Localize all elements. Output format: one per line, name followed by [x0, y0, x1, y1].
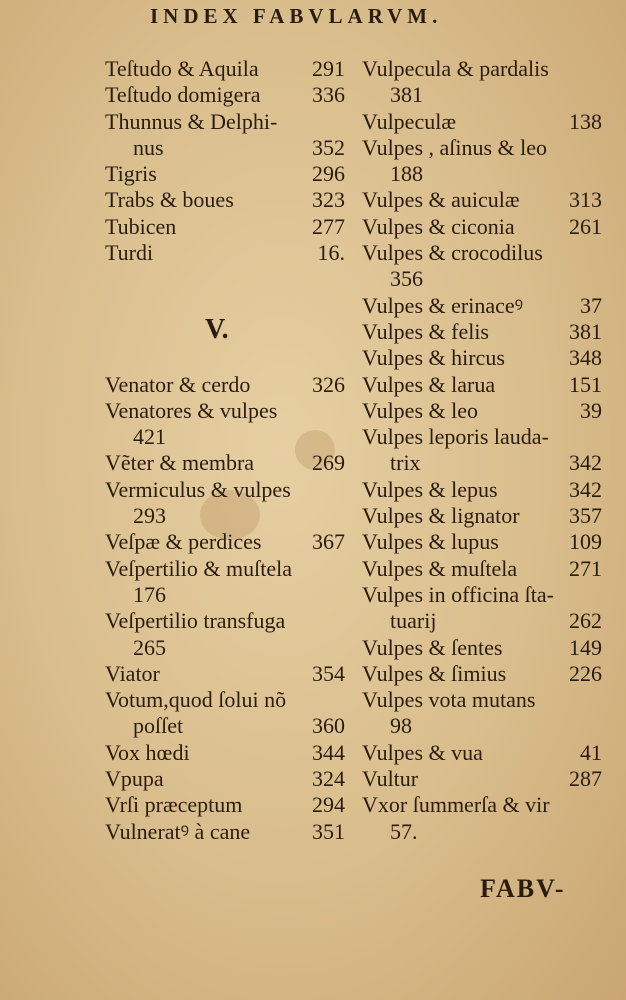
- entry-title: Vulpes & larua: [362, 371, 496, 397]
- entry-title: Vulpes & leo: [362, 397, 478, 423]
- index-entry: [362, 345, 602, 371]
- entry-title: Vultur: [362, 766, 419, 792]
- entry-title: Venator & cerdo: [105, 371, 251, 397]
- index-entry: [362, 819, 602, 845]
- index-entry: [362, 661, 602, 687]
- index-entry: [362, 477, 602, 503]
- entry-page-number: 296: [312, 161, 345, 187]
- entry-page-number: 37: [580, 292, 602, 318]
- index-entry: [362, 240, 602, 266]
- entry-page-number: 367: [312, 529, 345, 555]
- entry-title: Vulneratꝰ à cane: [105, 818, 251, 844]
- index-entry: [362, 161, 602, 187]
- index-entry: [362, 214, 602, 240]
- entry-title: Vulpes leporis lauda-: [362, 424, 549, 450]
- entry-title: Vrſi præceptum: [105, 792, 243, 818]
- index-entry: [105, 345, 345, 371]
- index-entry: [362, 608, 602, 634]
- entry-title: Vẽter & membra: [105, 450, 255, 476]
- entry-title: 176: [133, 581, 166, 607]
- index-entry: [105, 240, 345, 266]
- entry-title: Vulpes & ſimius: [362, 660, 507, 686]
- index-entry: [105, 819, 345, 845]
- entry-title: 356: [390, 266, 423, 292]
- entry-title: Vulpes & lepus: [362, 476, 498, 502]
- index-entry: [105, 56, 345, 82]
- entry-page-number: 138: [569, 108, 602, 134]
- entry-page-number: 277: [312, 213, 345, 239]
- entry-title: 188: [390, 161, 423, 187]
- index-entry: [105, 713, 345, 739]
- entry-title: Thunnus & Delphi-: [105, 108, 278, 134]
- index-entry: [105, 792, 345, 818]
- entry-title: Turdi: [105, 240, 154, 266]
- entry-page-number: 324: [312, 766, 345, 792]
- entry-title: Venatores & vulpes: [105, 397, 278, 423]
- index-entry: [105, 372, 345, 398]
- index-entry: [362, 582, 602, 608]
- index-entry: [362, 109, 602, 135]
- entry-page-number: 323: [312, 187, 345, 213]
- entry-title: nus: [133, 134, 164, 160]
- entry-title: 57.: [390, 818, 418, 844]
- entry-title: Vulpes & lignator: [362, 503, 520, 529]
- entry-title: Trabs & boues: [105, 187, 234, 213]
- entry-page-number: 342: [569, 476, 602, 502]
- entry-page-number: 313: [569, 187, 602, 213]
- entry-title: Vulpeculæ: [362, 108, 456, 134]
- index-entry: [362, 56, 602, 82]
- entry-title: Vulpecula & pardalis: [362, 56, 549, 81]
- entry-page-number: 269: [312, 450, 345, 476]
- entry-page-number: 357: [569, 503, 602, 529]
- entry-title: Vulpes & vua: [362, 739, 483, 765]
- index-column-left: [105, 56, 345, 845]
- entry-title: Veſpæ & perdices: [105, 529, 262, 555]
- entry-title: Teſtudo & Aquila: [105, 56, 259, 81]
- entry-title: 98: [390, 713, 412, 739]
- entry-title: Vulpes vota mutans: [362, 687, 536, 713]
- index-entry: [362, 450, 602, 476]
- entry-title: 381: [390, 82, 423, 108]
- entry-title: poſſet: [133, 713, 184, 739]
- entry-page-number: 352: [312, 134, 345, 160]
- entry-title: Vulpes & erinaceꝰ: [362, 292, 524, 318]
- entry-title: Votum,quod ſolui nõ: [105, 687, 287, 713]
- index-entry: [105, 766, 345, 792]
- entry-title: Viator: [105, 660, 160, 686]
- entry-title: Vulpes & felis: [362, 318, 489, 344]
- index-entry: [362, 82, 602, 108]
- index-entry: [105, 109, 345, 135]
- index-entry: [105, 214, 345, 240]
- index-column-right: [362, 56, 602, 845]
- entry-title: Vulpes & lupus: [362, 529, 499, 555]
- entry-title: tuarij: [390, 608, 437, 634]
- index-entry: [362, 293, 602, 319]
- entry-page-number: 344: [312, 739, 345, 765]
- entry-page-number: 360: [312, 713, 345, 739]
- index-entry: [105, 635, 345, 661]
- entry-page-number: 149: [569, 634, 602, 660]
- entry-page-number: 262: [569, 608, 602, 634]
- index-entry: [362, 713, 602, 739]
- entry-page-number: 261: [569, 213, 602, 239]
- entry-page-number: 39: [580, 397, 602, 423]
- index-entry: [362, 187, 602, 213]
- entry-title: 265: [133, 634, 166, 660]
- index-entry: [105, 82, 345, 108]
- entry-title: Vulpes & ciconia: [362, 213, 515, 239]
- index-entry: [105, 135, 345, 161]
- entry-page-number: 336: [312, 82, 345, 108]
- index-entry: [105, 687, 345, 713]
- running-head: INDEX FABVLARVM.: [150, 4, 443, 28]
- index-entry: [105, 582, 345, 608]
- index-entry: [362, 503, 602, 529]
- entry-title: Tubicen: [105, 213, 177, 239]
- entry-page-number: 226: [569, 660, 602, 686]
- entry-title: Vxor ſummerſa & vir: [362, 792, 550, 818]
- entry-title: Vulpes in officina ſta-: [362, 581, 554, 607]
- index-entry: [362, 529, 602, 555]
- index-entry: [105, 266, 345, 292]
- entry-page-number: 271: [569, 555, 602, 581]
- index-entry: [105, 661, 345, 687]
- entry-title: Teſtudo domigera: [105, 82, 261, 108]
- index-entry: [105, 398, 345, 424]
- index-entry: [362, 424, 602, 450]
- section-letter: V.: [205, 314, 229, 345]
- index-entry: [105, 556, 345, 582]
- entry-title: Vox hœdi: [105, 739, 190, 765]
- entry-title: Vermiculus & vulpes: [105, 476, 291, 502]
- entry-title: Vpupa: [105, 766, 164, 792]
- entry-page-number: 41: [580, 739, 602, 765]
- entry-page-number: 16.: [317, 240, 345, 266]
- index-entry: [105, 424, 345, 450]
- index-entry: [362, 792, 602, 818]
- entry-page-number: 348: [569, 345, 602, 371]
- entry-title: trix: [390, 450, 421, 476]
- index-entry: [105, 529, 345, 555]
- entry-page-number: 354: [312, 660, 345, 686]
- entry-title: Veſpertilio transfuga: [105, 608, 286, 634]
- index-entry: [105, 740, 345, 766]
- index-entry: [362, 135, 602, 161]
- entry-title: Vulpes & auiculæ: [362, 187, 520, 213]
- entry-page-number: 351: [312, 818, 345, 844]
- entry-page-number: 291: [312, 56, 345, 81]
- index-entry: [362, 319, 602, 345]
- index-entry: [362, 740, 602, 766]
- entry-title: Tigris: [105, 161, 157, 187]
- entry-page-number: 109: [569, 529, 602, 555]
- index-entry: [105, 608, 345, 634]
- index-entry: [105, 477, 345, 503]
- catchword: FABV-: [480, 874, 566, 903]
- index-entry: [362, 766, 602, 792]
- index-entry: [362, 635, 602, 661]
- entry-page-number: 342: [569, 450, 602, 476]
- entry-title: Veſpertilio & muſtela: [105, 555, 292, 581]
- index-entry: [362, 556, 602, 582]
- entry-page-number: 326: [312, 371, 345, 397]
- index-entry: [362, 266, 602, 292]
- index-entry: [362, 372, 602, 398]
- index-entry: [105, 503, 345, 529]
- index-entry: [105, 450, 345, 476]
- entry-page-number: 294: [312, 792, 345, 818]
- entry-title: Vulpes & crocodilus: [362, 240, 543, 266]
- entry-title: Vulpes & ſentes: [362, 634, 503, 660]
- entry-title: Vulpes , aſinus & leo: [362, 134, 548, 160]
- index-entry: [105, 161, 345, 187]
- index-entry: [362, 687, 602, 713]
- entry-page-number: 381: [569, 318, 602, 344]
- entry-page-number: 287: [569, 766, 602, 792]
- entry-page-number: 151: [569, 371, 602, 397]
- entry-title: Vulpes & hircus: [362, 345, 505, 371]
- index-entry: [105, 187, 345, 213]
- entry-title: Vulpes & muſtela: [362, 555, 518, 581]
- entry-title: 421: [133, 424, 166, 450]
- index-entry: [362, 398, 602, 424]
- entry-title: 293: [133, 503, 166, 529]
